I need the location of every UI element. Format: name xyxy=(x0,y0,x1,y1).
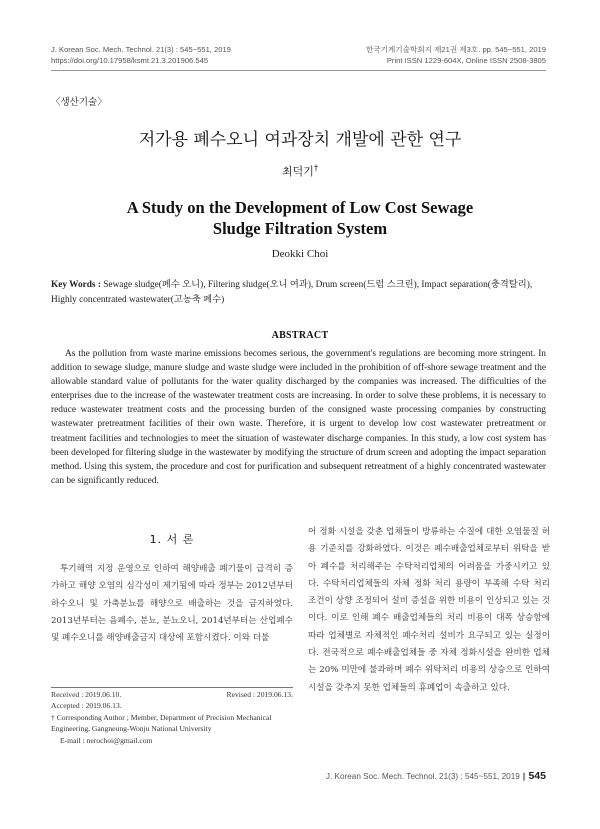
section-tag: 〈생산기술〉 xyxy=(51,97,107,108)
footnote xyxy=(51,689,293,746)
abstract-title: ABSTRACT xyxy=(271,330,329,341)
author-email[interactable]: E-mail : nerochoi@gmail.com xyxy=(60,735,153,745)
accepted-date: Accepted : 2019.06.13. xyxy=(51,701,122,711)
corresponding-author: † Corresponding Author ; Member, Department of Precision Mechanical Engineering, Gangneung-Wonju National University xyxy=(51,712,272,734)
footnote-divider xyxy=(51,687,293,688)
title-english xyxy=(0,197,600,239)
title-korean: 저가용 폐수오니 여과장치 개발에 관한 연구 xyxy=(138,130,462,150)
title-english-line2: Sludge Filtration System xyxy=(212,219,388,238)
author-english: Deokki Choi xyxy=(271,248,329,260)
page-number: 545 xyxy=(528,770,546,782)
keywords-label: Key Words : xyxy=(51,280,101,290)
revised-date: Revised : 2019.06.13. xyxy=(226,690,293,699)
section-heading-intro: 1. 서 론 xyxy=(149,533,195,546)
doi-link[interactable]: https://doi.org/10.17958/ksmt.21.3.201906.545 xyxy=(51,56,209,65)
keywords xyxy=(51,278,546,308)
header-right xyxy=(366,44,546,66)
header-left xyxy=(51,44,231,66)
journal-citation-ko: 한국기계기술학회지 제21권 제3호. pp. 545~551, 2019 xyxy=(365,45,546,54)
received-date: Received : 2019.06.10. xyxy=(51,690,122,699)
intro-paragraph-left: 투기해역 지정 운영으로 인하여 해양배출 폐기물이 급격히 증가하고 해양 오염의 심각성이 제기됨에 따라 정부는 2012년부터 하수오니 및 가축분뇨를 해양으로 배출하는 것을 금지하였다. 2013년부터는 음폐수, 분뇨, 분뇨오니, 2014년부터는 산업폐수 및 폐수오니를 해양배출금지 대상에 포함시켰다. 이와 더불 xyxy=(51,564,293,644)
author-korean-name: 최덕기 xyxy=(282,165,314,178)
right-column xyxy=(308,524,550,697)
footer-citation: J. Korean Soc. Mech. Technol. 21(3) : 545~551, 2019 ∥ xyxy=(325,772,527,781)
issn: Print ISSN 1229-604X, Online ISSN 2508-3805 xyxy=(386,56,546,65)
header-divider xyxy=(51,70,546,71)
title-english-line1: A Study on the Development of Low Cost Sewage xyxy=(126,198,474,217)
keywords-text: Sewage sludge(폐수 오니), Filtering sludge(오니 여과), Drum screen(드럼 스크린), Impact separation(충격탈리), Highly concentrated wastewater(고농축 폐수) xyxy=(51,280,533,305)
left-column xyxy=(51,531,293,647)
journal-citation: J. Korean Soc. Mech. Technol. 21(3) : 545~551, 2019 xyxy=(51,45,231,54)
intro-paragraph-right: 어 정화 시설을 갖춘 업체들이 방류하는 수질에 대한 오염물질 허용 기준치를 강화하였다. 이것은 폐수배출업체로부터 위탁을 받아 폐수를 처리해주는 수탁처리업체의 어려움을 가중시키고 있다. 수탁처리업체들의 자체 정화 처리 용량이 부족해 수탁 처리 조건이 상향 조정되어 설비 증설을 위한 비용이 인상되고 있는 것이다. 이로 인해 폐수 배출업체들의 처리 비용이 대폭 상승함에 따라 업체별로 자체적인 폐수처리 설비가 요구되고 있는 실정이다. 전국적으로 폐수배출업체들 중 자체 정화시설을 완비한 업체는 20% 미만에 불과하며 폐수 위탁처리 비용의 상승으로 인하여 시설을 갖추지 못한 업체들의 휴폐업이 속출하고 있다. xyxy=(308,527,550,693)
corresponding-mark: † xyxy=(313,163,318,173)
author-korean xyxy=(0,163,600,179)
page-footer xyxy=(326,770,546,782)
abstract-body: As the pollution from waste marine emissions becomes serious, the government's regulations are becoming more stringent. In addition to sewage sludge, manure sludge and waste sludge were included in the prohibition of off-shore sewage treatment and the allowable standard value of pollutants for the water quality discharged by the companies was increased. The difficulties of the enterprises due to the increase of the wastewater treatment costs are increasing. In order to solve these problems, it is necessary to reduce wastewater treatment costs and the processing burden of the consigned waste processing companies by constructing wastewater pretreatment facilities of their own waste. Therefore, it is urgent to develop low cost wastewater pretreatment or treatment facilities and technologies to meet the situation of wastewater discharge companies. In this study, a low cost system has been developed for filtering sludge in the wastewater by modifying the structure of drum screen and adopting the impact separation method. Using this system, the procedure and cost for purification and subsequent retreatment of a highly concentrated wastewater can be significantly reduced. xyxy=(51,349,546,486)
